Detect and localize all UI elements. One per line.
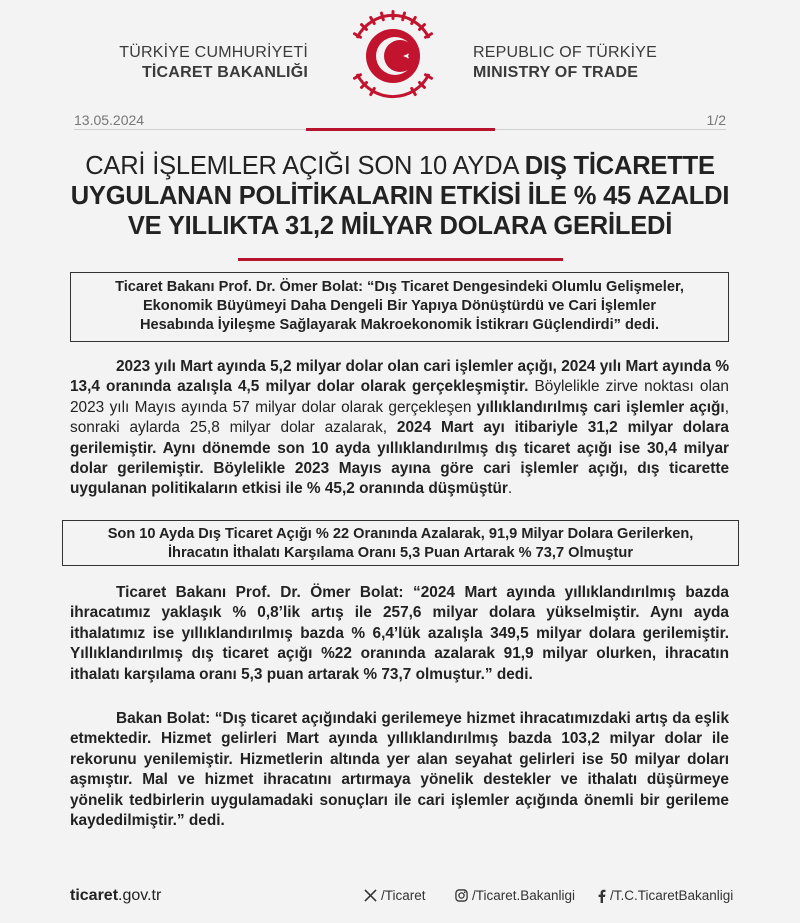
facebook-icon xyxy=(597,889,606,903)
p3-text: Bakan Bolat: “Dış ticaret açığındaki gerilemeye hizmet ihracatımızdaki artış da eşlik etmektedir. Hizmet gelirleri Mart ayında yıllıklandırılmış bazda 103,2 milyar dolar ile rekorunu yenilemiştir. Hizmetlerin altında yer alan seyahat gelirleri ise 50 milyar doları aşmıştır. Mal ve hizmet ihracatını artırmaya yönelik destekler ve ithalatı düşürmeye yönelik tedbirlerin uygulamadaki sonuçları ile cari işlemler açığında önemli bir gerileme kaydedilmiştir.” dedi. xyxy=(70,710,729,830)
document-date: 13.05.2024 xyxy=(74,112,145,128)
header-left xyxy=(119,43,308,83)
paragraph-3 xyxy=(70,709,729,831)
footer-x-link[interactable] xyxy=(364,888,426,903)
footer-site-bold: ticaret xyxy=(70,887,119,904)
header-left-line1: TÜRKİYE CUMHURİYETİ xyxy=(119,44,308,61)
paragraph-2 xyxy=(70,583,729,685)
paragraph-1 xyxy=(70,357,729,500)
p1-bold-1: 2023 yılı Mart ayında 5,2 milyar dolar olan cari işlemler açığı, 2024 yılı Mart ayında % 13,4 oranında azalışla 4,5 milyar dolar olarak gerçekleşmiştir. xyxy=(70,358,729,396)
title-accent-line xyxy=(238,258,563,261)
p1-bold-2: yıllıklandırılmış cari işlemler açığı xyxy=(476,398,725,416)
footer-instagram-link[interactable] xyxy=(455,888,575,903)
p2-text: Ticaret Bakanı Prof. Dr. Ömer Bolat: “2024 Mart ayında yıllıklandırılmış bazda ihracatımız yaklaşık % 0,8’lik artış ile 257,6 milyar dolara yükselmiştir. Aynı ayda ithalatımız ise yıllıklandırılmış bazda % 6,4’lük azalışla 349,5 milyar dolara gerilemiştir. Yıllıklandırılmış dış ticaret açığı %22 oranında azalarak 91,9 milyar olurken, ihracatın ithalatı karşılama oranı 5,3 puan artarak % 73,7 olmuştur.” dedi. xyxy=(70,584,729,683)
press-release-title xyxy=(50,151,750,241)
page-number: 1/2 xyxy=(706,112,726,128)
header-accent-line xyxy=(306,128,495,131)
header-right-line1: REPUBLIC OF TÜRKİYE xyxy=(473,44,657,61)
subheading-line1: Son 10 Ayda Dış Ticaret Açığı % 22 Oranında Azalarak, 91,9 Milyar Dolara Gerilerken, xyxy=(107,526,694,542)
footer-facebook-link[interactable] xyxy=(597,888,733,903)
x-icon xyxy=(364,889,377,902)
instagram-icon xyxy=(455,889,468,902)
p1-normal-2: , sonraki aylarda 25,8 milyar dolar azalarak, xyxy=(70,398,729,437)
facebook-handle: /T.C.TicaretBakanligi xyxy=(610,888,734,903)
instagram-handle: /Ticaret.Bakanligi xyxy=(472,888,576,903)
title-line1-thin: CARİ İŞLEMLER AÇIĞI SON 10 AYDA xyxy=(85,152,525,180)
minister-quote-box xyxy=(70,272,729,342)
p1-normal-3: . xyxy=(507,480,513,498)
x-handle: /Ticaret xyxy=(381,888,426,903)
header-left-line2: TİCARET BAKANLIĞI xyxy=(141,64,308,81)
header-right xyxy=(473,43,657,83)
quote-line1: Ticaret Bakanı Prof. Dr. Ömer Bolat: “Dış Ticaret Dengesindeki Olumlu Gelişmeler, xyxy=(115,279,684,295)
title-line2: UYGULANAN POLİTİKALARIN ETKİSİ İLE % 45 AZALDI xyxy=(70,182,730,210)
subheading-line2: İhracatın İthalatı Karşılama Oranı 5,3 Puan Artarak % 73,7 Olmuştur xyxy=(167,545,633,561)
footer-website-link[interactable] xyxy=(70,887,161,905)
p1-normal-1: Böylelikle zirve noktası olan 2023 yılı Mayıs ayında 57 milyar dolar olarak gerçekleşen xyxy=(70,378,729,416)
title-line3: VE YILLIKTA 31,2 MİLYAR DOLARA GERİLEDİ xyxy=(127,212,673,240)
quote-line2: Ekonomik Büyümeyi Daha Dengeli Bir Yapıya Dönüştürdü ve Cari İşlemler xyxy=(142,298,657,314)
ministry-logo-icon xyxy=(343,6,443,106)
footer-site-rest: .gov.tr xyxy=(118,887,162,904)
p1-bold-3: 2024 Mart ayı itibariyle 31,2 milyar dolara gerilemiştir. Aynı dönemde son 10 ayda yıllıklandırılmış dış ticaret açığı ise 30,4 milyar dolar gerilemiştir. Böylelikle 2023 Mayıs ayına göre cari işlemler açığı, dış ticarette uygulanan politikaların etkisi ile % 45,2 oranında düşmüştür xyxy=(70,419,729,498)
header-right-line2: MINISTRY OF TRADE xyxy=(473,64,639,81)
subheading-box xyxy=(62,520,739,566)
title-line1-bold: DIŞ TİCARETTE xyxy=(524,152,715,180)
quote-line3: Hesabında İyileşme Sağlayarak Makroekonomik İstikrarı Güçlendirdi” dedi. xyxy=(139,317,660,333)
